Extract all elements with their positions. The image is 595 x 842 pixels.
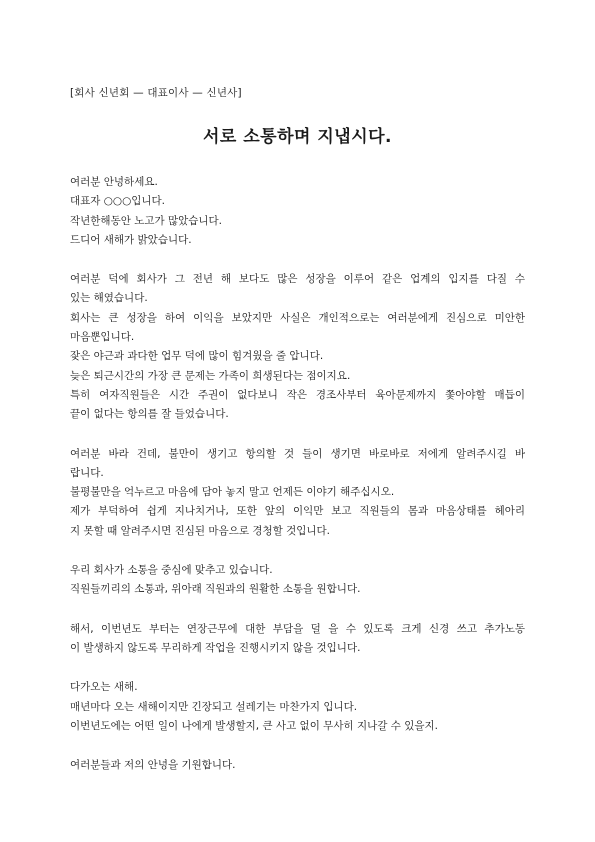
paragraph	[70, 173, 525, 250]
paragraph	[70, 678, 525, 736]
text-line: 다가오는 새해.	[70, 681, 138, 694]
text-line: 직원들끼리의 소통과, 위아래 직원과의 원활한 소통을 원합니다.	[70, 583, 361, 596]
paragraph	[70, 445, 525, 541]
document-header: [회사 신년회 — 대표이사 — 신년사]	[70, 87, 242, 99]
text-line: 끝이 없다는 항의를 잘 들었습니다.	[70, 408, 229, 421]
text-line: 마음뿐입니다.	[70, 331, 135, 344]
text-line: 해서, 이번년도 부터는 연장근무에 대한 부담을 덜 을 수 있도록 크게 신경 쓰고 추가노동	[70, 622, 525, 635]
text-line: 작년한해동안 노고가 많았습니다.	[70, 214, 223, 227]
paragraph	[70, 270, 525, 424]
text-line: 매년마다 오는 새해이지만 긴장되고 설레기는 마찬가지 입니다.	[70, 700, 358, 713]
speech-body	[70, 173, 525, 795]
document-title: 서로 소통하며 지냅시다.	[202, 127, 392, 147]
text-line: 이번년도에는 어떤 일이 나에게 발생할지, 큰 사고 없이 무사히 지나갈 수 있을지.	[70, 719, 438, 732]
text-line: 우리 회사가 소통을 중심에 맞추고 있습니다.	[70, 564, 273, 577]
text-line: 드디어 새해가 밝았습니다.	[70, 233, 192, 246]
text-line: 랍니다.	[70, 466, 104, 479]
text-line: 여러분 안녕하세요.	[70, 176, 158, 188]
text-line: 여러분 덕에 회사가 그 전년 해 보다도 많은 성장을 이루어 같은 업계의 입지를 다질 수	[70, 273, 525, 286]
text-line: 회사는 큰 성장을 하여 이익을 보았지만 사실은 개인적으로는 여러분에게 진심으로 미안한	[70, 311, 525, 324]
paragraph	[70, 620, 525, 659]
text-line: 있는 해였습니다.	[70, 292, 148, 305]
text-line: 대표자 ○○○입니다.	[70, 195, 166, 208]
text-line: 특히 여자직원들은 시간 주권이 없다보니 작은 경조사부터 육아문제까지 쫓아야할 매듭이	[70, 388, 525, 401]
text-line: 여러분들과 저의 안녕을 기원합니다.	[70, 759, 236, 772]
text-line: 이 발생하지 않도록 무리하게 작업을 진행시키지 않을 것입니다.	[70, 641, 361, 654]
paragraph	[70, 756, 525, 775]
text-line: 제가 부덕하여 쉽게 지나치거나, 또한 앞의 이익만 보고 직원들의 몸과 마음상태를 헤아리	[70, 505, 525, 518]
paragraph	[70, 561, 525, 600]
text-line: 불평불만을 억누르고 마음에 담아 놓지 말고 언제든 이야기 해주십시오.	[70, 486, 395, 499]
text-line: 잦은 야근과 과다한 업무 덕에 많이 힘겨웠을 줄 압니다.	[70, 350, 324, 363]
text-line: 여러분 바라 건데, 불만이 생기고 항의할 것 들이 생기면 바로바로 저에게 알려주시길 바	[70, 447, 525, 460]
text-line: 지 못할 때 알려주시면 진심된 마음으로 경청할 것입니다.	[70, 524, 330, 537]
text-line: 늦은 퇴근시간의 가장 큰 문제는 가족이 희생된다는 점이지요.	[70, 369, 351, 382]
